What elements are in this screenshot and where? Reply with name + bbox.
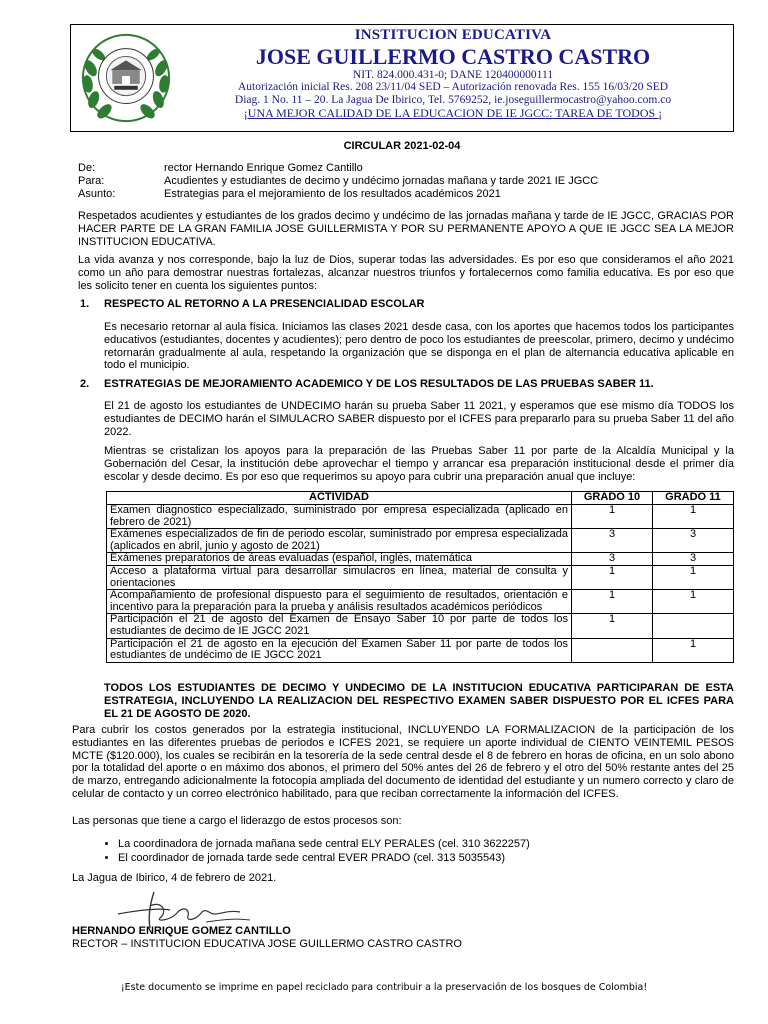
meta-label: Para: — [78, 175, 105, 187]
authorization-line: Autorización inicial Res. 208 23/11/04 SED – Autorización renovada Res. 155 16/03/20 SED — [237, 81, 669, 94]
column-header: GRADO 10 — [572, 492, 653, 505]
meta-subject — [78, 188, 598, 201]
institution-type: INSTITUCION EDUCATIVA — [354, 27, 552, 43]
leaders-intro: Las personas que tiene a cargo el liderazgo de estos procesos son: — [72, 815, 402, 827]
table-row — [107, 529, 734, 553]
grade-11-cell: 1 — [653, 565, 734, 589]
table-row — [107, 565, 734, 589]
activity-cell: Exámenes preparatorios de áreas evaluadas (español, inglés, matemática — [107, 553, 572, 566]
meta-value: rector Hernando Enrique Gomez Cantillo — [164, 162, 363, 174]
grade-11-cell: 1 — [653, 638, 734, 662]
activity-cell: Acompañamiento de profesional dispuesto para el seguimiento de resultados, orientación e incentivo para la preparación para la prueba y análisis resultados académicos periódicos — [107, 590, 572, 614]
memo-meta — [78, 162, 598, 201]
signature-icon — [110, 884, 260, 930]
grade-10-cell: 3 — [572, 529, 653, 553]
list-item: • El coordinador de jornada tarde sede central EVER PRADO (cel. 313 5035543) — [118, 852, 530, 866]
activity-cell: Exámenes especializados de fin de periodo escolar, suministrado por empresa especializada (aplicados en abril, junio y agosto de 2021) — [107, 529, 572, 553]
grade-11-cell: 1 — [653, 505, 734, 529]
column-header: ACTIVIDAD — [107, 492, 572, 505]
activity-cell: Examen diagnostico especializado, suministrado por empresa especializada (aplicado en febrero de 2021) — [107, 505, 572, 529]
grade-10-cell: 1 — [572, 565, 653, 589]
column-header: GRADO 11 — [653, 492, 734, 505]
activity-cell: Participación el 21 de agosto en la ejecución del Examen Saber 11 por parte de todos los estudiantes de undécimo de IE JGCC 2021 — [107, 638, 572, 662]
letterhead — [70, 24, 734, 132]
greeting-paragraph: Respetados acudientes y estudiantes de los grados decimo y undécimo de las jornadas mañana y tarde de IE JGCC, GRACIAS POR HACER PARTE DE LA GRAN FAMILIA JOSE GUILLERMISTA Y POR SU PERMANENTE APOYO A QUE IE JGCC SEA LA MEJOR INSTITUCION EDUCATIVA. — [78, 210, 734, 248]
nit-line: NIT. 824.000.431-0; DANE 120400000111 — [352, 68, 554, 81]
address-line: Diag. 1 No. 11 – 20. La Jagua De Ibirico, Tel. 5769252, ie.joseguillermocastro@yahoo.com.co — [234, 93, 672, 106]
meta-value: Acudientes y estudiantes de decimo y undécimo jornadas mañana y tarde 2021 IE JGCC — [164, 175, 599, 187]
section-2-body-1: El 21 de agosto los estudiantes de UNDECIMO harán su prueba Saber 11 2021, y esperamos que ese mismo día TODOS los estudiantes de DECIMO harán el SIMULACRO SABER dispuesto por el ICFES para prepararlo para su prueba Saber 11 del año 2022. — [104, 400, 734, 438]
signer-name: HERNANDO ENRIQUE GOMEZ CANTILLO — [72, 925, 291, 937]
grade-11-cell: 1 — [653, 590, 734, 614]
section-2-title — [80, 378, 654, 390]
grade-10-cell: 1 — [572, 614, 653, 638]
leaders-list — [90, 838, 530, 865]
signer-title: RECTOR – INSTITUCION EDUCATIVA JOSE GUILLERMO CASTRO CASTRO — [72, 938, 462, 950]
section-title-text: RESPECTO AL RETORNO A LA PRESENCIALIDAD ESCOLAR — [104, 298, 425, 310]
section-title-text: ESTRATEGIAS DE MEJORAMIENTO ACADEMICO Y DE LOS RESULTADOS DE LAS PRUEBAS SABER 11. — [104, 378, 654, 390]
activities-table — [106, 491, 734, 663]
grade-11-cell: 3 — [653, 553, 734, 566]
grade-10-cell: 3 — [572, 553, 653, 566]
activity-cell: Acceso a plataforma virtual para desarrollar simulacros en línea, material de consulta y orientaciones — [107, 565, 572, 589]
table-row — [107, 590, 734, 614]
table-row — [107, 505, 734, 529]
footer-note: ¡Este documento se imprime en papel reciclado para contribuir a la preservación de los bosques de Colombia! — [120, 982, 648, 993]
intro-paragraph: La vida avanza y nos corresponde, bajo la luz de Dios, superar todas las adversidades. Es por eso que consideramos el año 2021 como un año para demostrar nuestras fortalezas, alcanzar nuestros triunfos y fortalecernos como familia educativa. Es por eso que les solicito tener en cuenta los siguientes puntos: — [78, 254, 734, 292]
school-crest-icon — [77, 29, 175, 127]
place-date: La Jagua de Ibirico, 4 de febrero de 2021. — [72, 872, 277, 884]
table-row — [107, 614, 734, 638]
circular-number: CIRCULAR 2021-02-04 — [343, 140, 461, 152]
grade-11-cell — [653, 614, 734, 638]
meta-from — [78, 162, 598, 175]
table-row — [107, 638, 734, 662]
table-row — [107, 553, 734, 566]
section-number: 2. — [80, 378, 90, 390]
list-item: • La coordinadora de jornada mañana sede central ELY PERALES (cel. 310 3622257) — [118, 838, 530, 852]
section-1-title — [80, 298, 424, 310]
grade-10-cell — [572, 638, 653, 662]
grade-10-cell: 1 — [572, 505, 653, 529]
institution-name: JOSE GUILLERMO CASTRO CASTRO — [255, 43, 651, 69]
grade-10-cell: 1 — [572, 590, 653, 614]
costs-paragraph: Para cubrir los costos generados por la estrategia institucional, INCLUYENDO LA FORMALIZACION de la participación de los estudiantes en las diferentes pruebas de periodos e ICFES 2021, se requiere un aporte individual de CIENTO VEINTEMIL PESOS MCTE ($120.000), los cuales se recibirán en la tesorería de la sede central desde el 8 de febrero en horas de oficina, en un solo abono por la totalidad del aporte o en máximo dos abonos, el primero del 50% antes del 26 de febrero y el otro del 50% restante antes del 25 de marzo, entregando adicionalmente la fotocopia ampliada del documento de identidad del estudiante y un numero correcto y claro de celular de contacto y un correo electrónico habilitado, para que reciban correctamente la información del ICFES. — [72, 724, 734, 800]
table-header-row — [107, 492, 734, 505]
slogan: ¡UNA MEJOR CALIDAD DE LA EDUCACION DE IE JGCC: TAREA DE TODOS ¡ — [243, 105, 663, 120]
letterhead-text — [179, 27, 727, 120]
section-1-body: Es necesario retornar al aula física. Iniciamos las clases 2021 desde casa, con los aportes que hacemos todos los participantes educativos (estudiantes, docentes y acudientes); pero dentro de poco los estudiantes de preescolar, primero, decimo y undécimo retornarán gradualmente al aula, respetando la organización que se disponga en el plan de alternancia educativa aplicable en todo el municipio. — [104, 321, 734, 372]
grade-11-cell: 3 — [653, 529, 734, 553]
meta-label: Asunto: — [78, 188, 116, 200]
meta-label: De: — [78, 162, 96, 174]
activity-cell: Participación el 21 de agosto del Examen de Ensayo Saber 10 por parte de todos los estudiantes de decimo de IE JGCC 2021 — [107, 614, 572, 638]
section-2-body-2: Mientras se cristalizan los apoyos para la preparación de las Pruebas Saber 11 por parte de la Alcaldía Municipal y la Gobernación del Cesar, la institución debe aprovechar el tiempo y arrancar esa preparación institucional desde el primer día escolar y desde decimo. Es por eso que requerimos su apoyo para cubrir una preparación anual que incluye: — [104, 445, 734, 483]
section-number: 1. — [80, 298, 90, 310]
meta-to — [78, 175, 598, 188]
meta-value: Estrategias para el mejoramiento de los resultados académicos 2021 — [164, 188, 501, 200]
participation-note: TODOS LOS ESTUDIANTES DE DECIMO Y UNDECIMO DE LA INSTITUCION EDUCATIVA PARTICIPARAN DE ESTA ESTRATEGIA, INCLUYENDO LA REALIZACION DEL RESPECTIVO EXAMEN SABER DISPUESTO POR EL ICFES PARA EL 21 DE AGOSTO DE 2020. — [104, 682, 734, 720]
